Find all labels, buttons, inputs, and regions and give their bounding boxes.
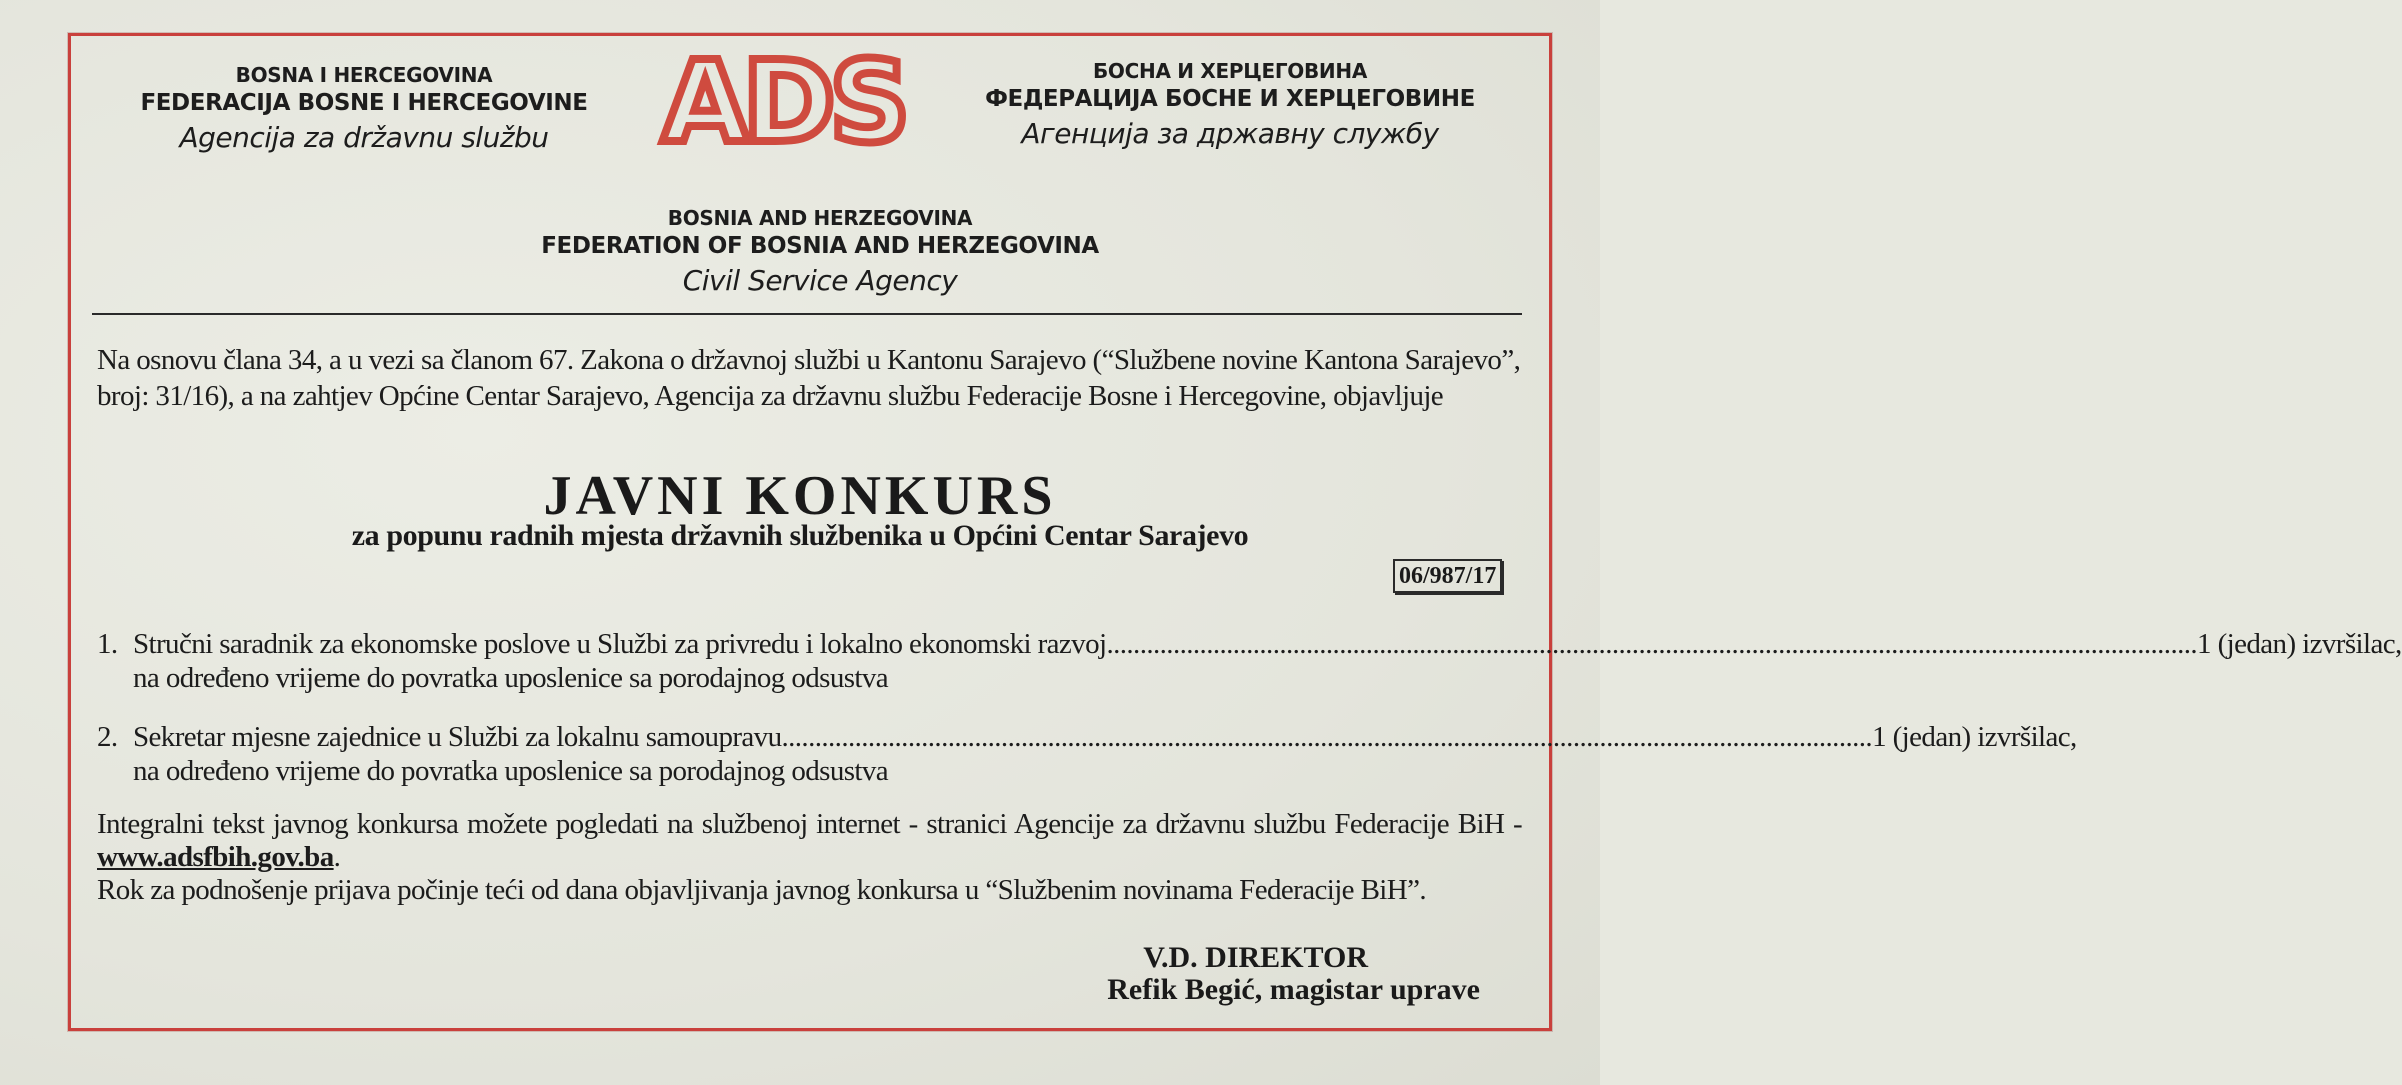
agency-website-link[interactable]: www.adsfbih.gov.ba xyxy=(97,841,334,873)
signatory-name: Refik Begić, magistar uprave xyxy=(1107,973,1480,1006)
ads-logo xyxy=(658,38,908,168)
footer-text: Integralni tekst javnog konkursa možete pogledati na službenoj internet - stranici Agencije za državnu službu Federacije BiH - xyxy=(97,808,1522,840)
announcement-title: JAVNI KONKURS xyxy=(543,465,1057,527)
leader-dots: .................................................................................................................................................................... xyxy=(1106,628,2198,660)
header-federation-english: FEDERATION OF BOSNIA AND HERZEGOVINA xyxy=(541,233,1099,259)
position-count: 1 (jedan) izvršilac, xyxy=(2197,628,2402,660)
signature-block xyxy=(1040,942,1480,1006)
header-latin xyxy=(90,62,638,157)
header-english xyxy=(500,205,1140,300)
position-number: 1. xyxy=(97,628,118,660)
position-item xyxy=(97,720,2077,788)
header-divider xyxy=(92,313,1522,315)
deadline-text: Rok za podnošenje prijava počinje teći od dana objavljivanja javnog konkursa u “Službenim novinama Federacije BiH”. xyxy=(97,874,1427,906)
position-note: na određeno vrijeme do povratka uposlenice sa porodajnog odsustva xyxy=(133,662,889,694)
footer-text-end: . xyxy=(333,841,341,873)
position-title: Stručni saradnik za ekonomske poslove u Službi za privredu i lokalno ekonomski razvoj xyxy=(133,628,1107,660)
header-agency-cyrillic: Агенција за државну службу xyxy=(1021,117,1439,150)
header-country-latin: BOSNA I HERCEGOVINA xyxy=(235,63,493,87)
reference-number: 06/987/17 xyxy=(1393,559,1502,593)
header-country-english: BOSNIA AND HERZEGOVINA xyxy=(667,206,973,230)
header-federation-cyrillic: ФЕДЕРАЦИЈА БОСНЕ И ХЕРЦЕГОВИНЕ xyxy=(985,86,1475,112)
position-note: na određeno vrijeme do povratka uposlenice sa porodajnog odsustva xyxy=(133,755,889,787)
announcement-subtitle: za popunu radnih mjesta državnih službenika u Općini Centar Sarajevo xyxy=(351,519,1249,552)
header-agency-english: Civil Service Agency xyxy=(682,264,958,297)
position-item xyxy=(97,627,2402,695)
header-agency-latin: Agencija za državnu službu xyxy=(179,121,549,154)
intro-paragraph: Na osnovu člana 34, a u vezi sa članom 67. Zakona o državnoj službi u Kantonu Sarajevo (“Službene novine Kantona Sarajevo”, broj: 31/16), a na zahtjev Općine Centar Sarajevo, Agencija za državnu službu Federacije Bosne i Hercegovine, objavljuje xyxy=(97,344,1521,412)
header-federation-latin: FEDERACIJA BOSNE I HERCEGOVINE xyxy=(140,90,588,116)
position-number: 2. xyxy=(97,721,118,753)
header-cyrillic xyxy=(945,58,1515,153)
signatory-role: V.D. DIREKTOR xyxy=(1143,941,1368,974)
position-count: 1 (jedan) izvršilac, xyxy=(1872,721,2077,753)
position-title: Sekretar mjesne zajednice u Službi za lokalnu samoupravu xyxy=(133,721,782,753)
ads-logo-text: ADS xyxy=(661,38,905,168)
header-country-cyrillic: БОСНА И ХЕРЦЕГОВИНА xyxy=(1092,59,1367,83)
leader-dots: .................................................................................................................................................................... xyxy=(781,721,1873,753)
footer-paragraph xyxy=(97,808,1522,907)
